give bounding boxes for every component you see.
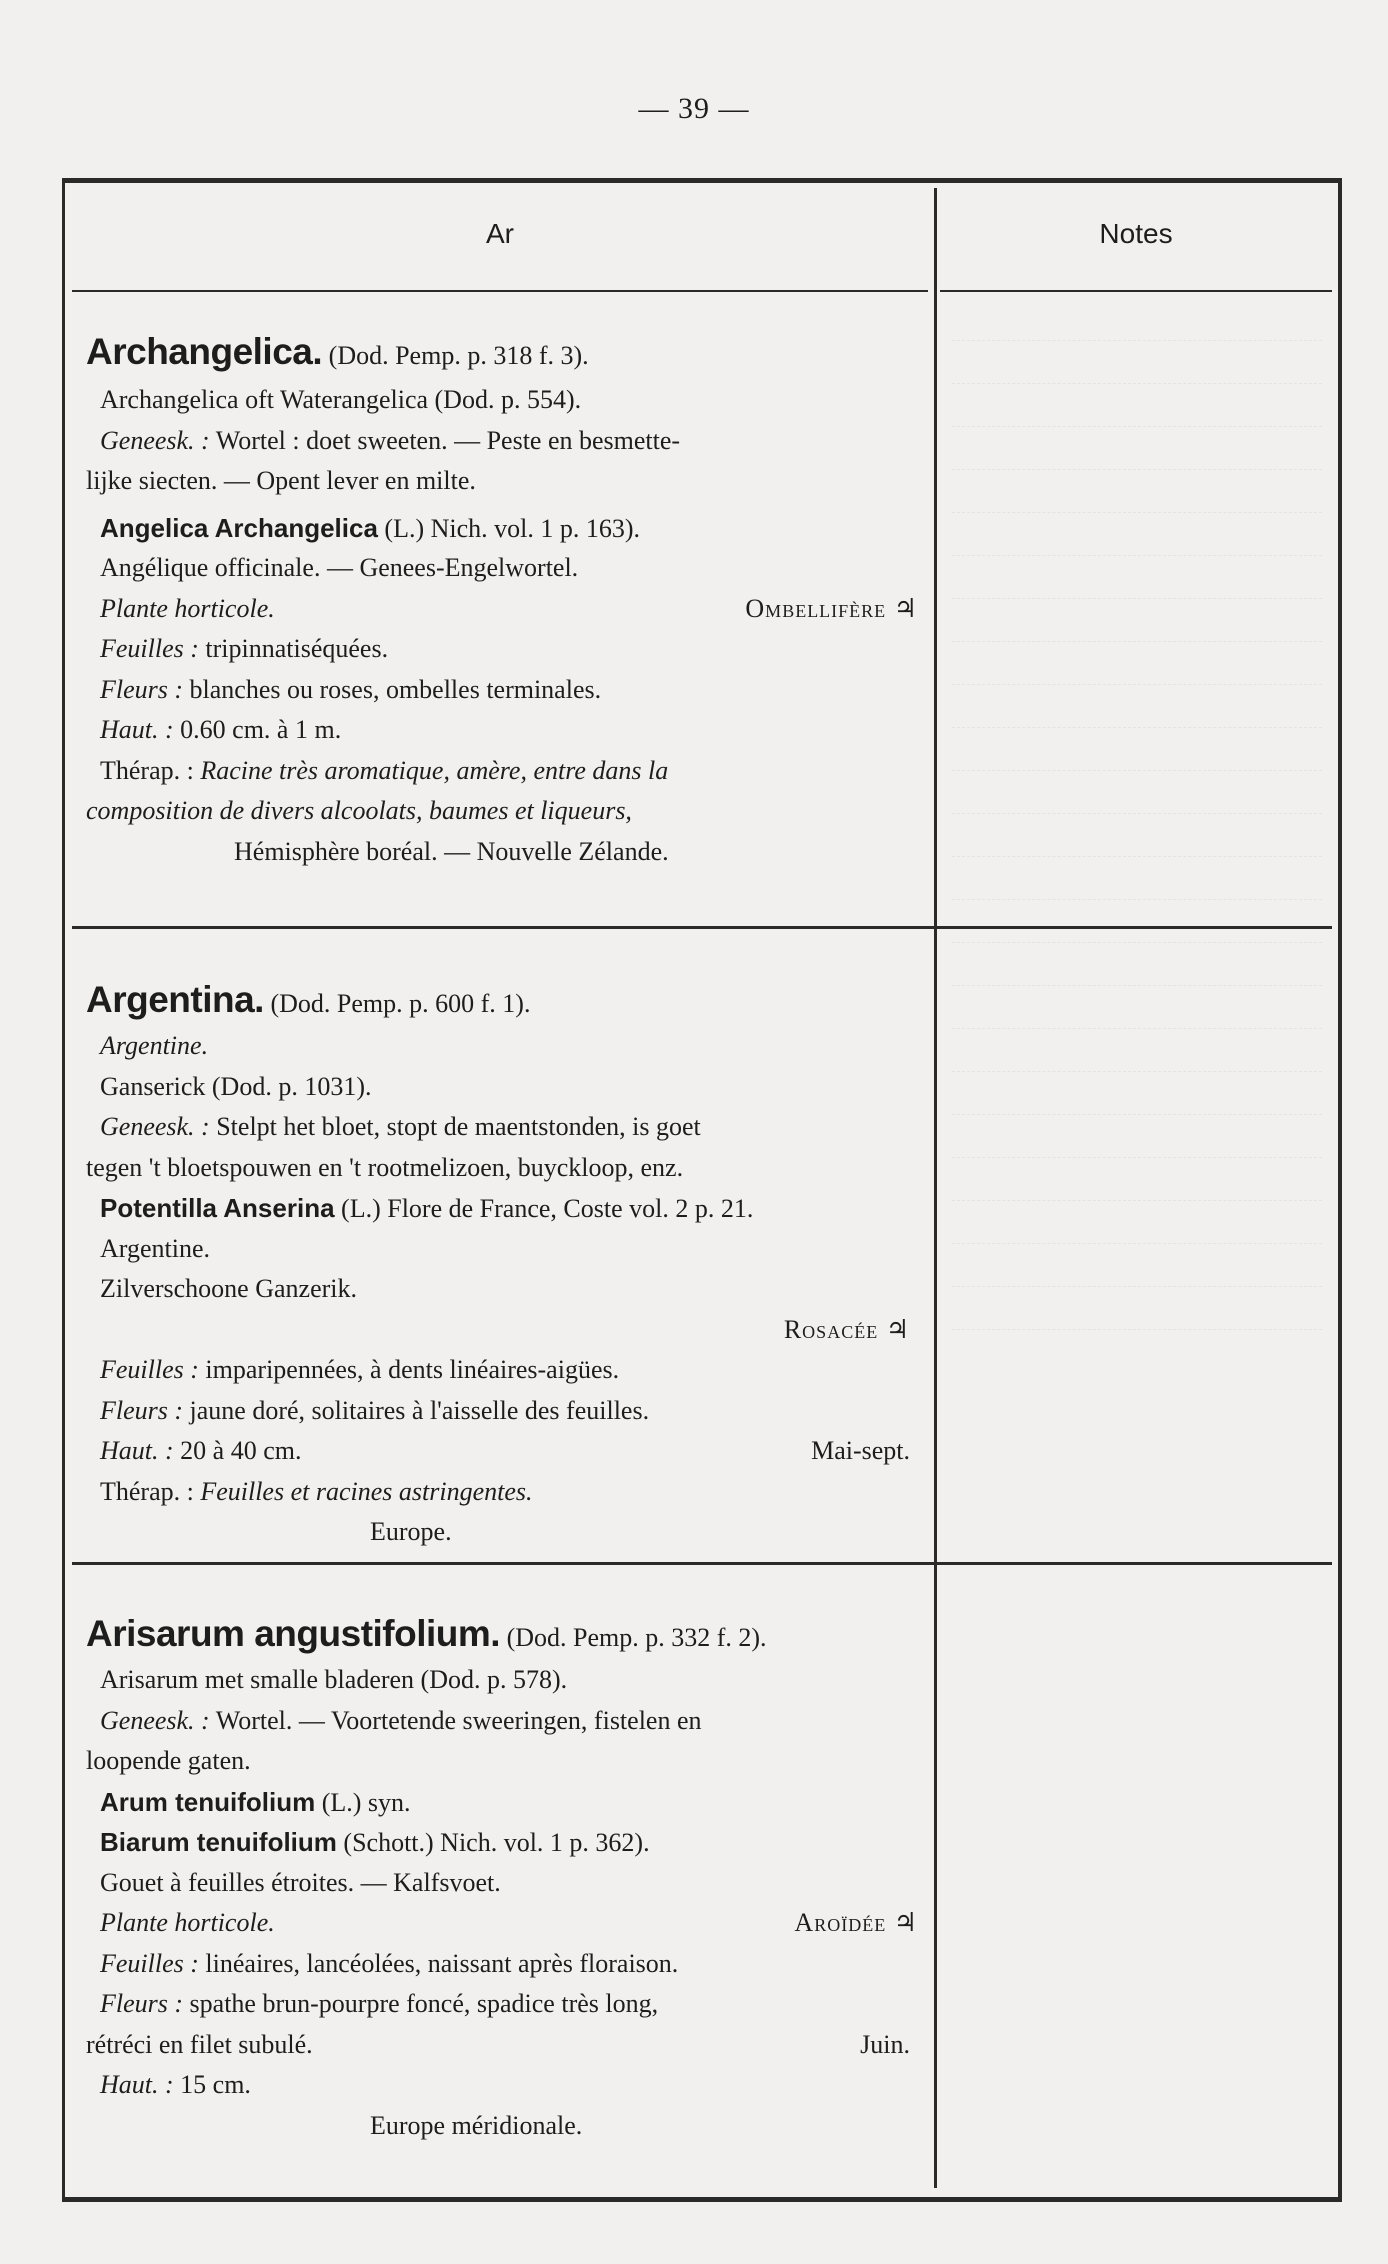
synonym-name: Biarum tenuifolium <box>100 1827 337 1857</box>
plant-family: Ombellifère ♃ <box>745 593 918 623</box>
reference: (Dod. Pemp. p. 318 f. 3). <box>328 341 589 370</box>
fleurs-text: rétréci en filet subulé. <box>86 2029 313 2059</box>
text-line: Zilverschoone Ganzerik. <box>100 1274 358 1303</box>
header-rule-notes <box>940 290 1332 292</box>
feuilles-text: imparipennées, à dents linéaires-aigües. <box>205 1355 620 1384</box>
column-divider <box>934 188 937 2188</box>
label-geneesk: Geneesk. : <box>100 1112 210 1141</box>
text-line: Archangelica oft Waterangelica (Dod. p. 554). <box>100 385 582 414</box>
text-line: Wortel : doet sweeten. — Peste en besmette- <box>215 425 681 455</box>
region-text: Hémisphère boréal. — Nouvelle Zélande. <box>234 836 669 866</box>
synonym-ref: (Schott.) Nich. vol. 1 p. 362). <box>343 1828 650 1857</box>
text-line: Argentine. <box>100 1233 210 1263</box>
label-fleurs: Fleurs : <box>100 1989 184 2018</box>
fleurs-text: spathe brun-pourpre foncé, spadice très long, <box>189 1989 659 2018</box>
region-text: Europe. <box>370 1517 452 1546</box>
plant-family: Aroïdée ♃ <box>794 1908 918 1937</box>
fleurs-text: jaune doré, solitaires à l'aisselle des feuilles. <box>189 1395 650 1425</box>
feuilles-text: linéaires, lancéolées, naissant après floraison. <box>205 1948 679 1978</box>
text-line: Arisarum met smalle bladeren (Dod. p. 578). <box>100 1665 568 1694</box>
plant-family: Rosacée ♃ <box>783 1314 910 1344</box>
text-line: Angélique officinale. — Genees-Engelwortel. <box>100 553 579 582</box>
synonym-name: Arum tenuifolium <box>100 1786 316 1817</box>
feuilles-text: tripinnatiséquées. <box>205 634 389 663</box>
region-text: Europe méridionale. <box>370 2110 583 2140</box>
therap-text: Racine très aromatique, amère, entre dans la <box>200 755 669 785</box>
haut-text: 0.60 cm. à 1 m. <box>180 715 342 744</box>
synonym-name: Potentilla Anserina <box>100 1193 335 1223</box>
header-rule-main <box>72 290 928 292</box>
text-line: Gouet à feuilles étroites. — Kalfsvoet. <box>100 1867 501 1897</box>
label-therap: Thérap. : <box>100 755 194 785</box>
genus-name: Archangelica. <box>86 331 323 372</box>
plant-type: Plante horticole. <box>100 1908 275 1937</box>
text-line: Stelpt het bloet, stopt de maentstonden, is goet <box>216 1112 701 1141</box>
column-header-main: Ar <box>486 218 514 249</box>
flowering-season: Mai-sept. <box>811 1436 910 1465</box>
label-haut: Haut. : <box>100 2070 174 2099</box>
synonym-ref: (L.) syn. <box>321 1787 411 1817</box>
flowering-season: Juin. <box>860 2029 910 2059</box>
label-haut: Haut. : <box>100 715 174 744</box>
label-feuilles: Feuilles : <box>100 634 199 663</box>
label-haut: Haut. : <box>100 1436 174 1465</box>
haut-text: 15 cm. <box>180 2070 251 2099</box>
reference: (Dod. Pemp. p. 600 f. 1). <box>270 989 531 1018</box>
row-divider <box>72 926 1332 929</box>
text-line: loopende gaten. <box>86 1746 251 1775</box>
label-feuilles: Feuilles : <box>100 1948 199 1978</box>
text-line: Wortel. — Voortetende sweeringen, fistelen en <box>215 1705 702 1735</box>
label-fleurs: Fleurs : <box>100 674 184 704</box>
text-line: Ganserick (Dod. p. 1031). <box>100 1071 372 1101</box>
entry-archangelica <box>86 332 918 872</box>
plant-type: Plante horticole. <box>100 593 275 623</box>
text-line: lijke siecten. — Opent lever en milte. <box>86 466 476 495</box>
reference: (Dod. Pemp. p. 332 f. 2). <box>506 1623 767 1652</box>
french-name: Argentine. <box>100 1031 209 1060</box>
column-header-notes: Notes <box>1099 218 1173 249</box>
label-geneesk: Geneesk. : <box>100 425 210 455</box>
page-number: — 39 — <box>638 92 750 125</box>
label-geneesk: Geneesk. : <box>100 1705 210 1735</box>
bleed-through-text <box>952 300 1322 2180</box>
label-feuilles: Feuilles : <box>100 1355 199 1384</box>
therap-text: composition de divers alcoolats, baumes et liqueurs, <box>86 796 632 825</box>
synonym-ref: (L.) Nich. vol. 1 p. 163). <box>384 513 641 543</box>
entry-argentina <box>86 980 918 1553</box>
genus-name: Argentina. <box>86 979 264 1020</box>
synonym-ref: (L.) Flore de France, Coste vol. 2 p. 21. <box>341 1194 754 1223</box>
genus-name: Arisarum angustifolium. <box>86 1613 501 1654</box>
label-therap: Thérap. : <box>100 1476 194 1506</box>
row-divider <box>72 1562 1332 1565</box>
therap-text: Feuilles et racines astringentes. <box>200 1476 533 1506</box>
text-line: tegen 't bloetspouwen en 't rootmelizoen, buyckloop, enz. <box>86 1152 684 1182</box>
entry-arisarum <box>86 1614 918 2146</box>
fleurs-text: blanches ou roses, ombelles terminales. <box>189 674 602 704</box>
synonym-name: Angelica Archangelica <box>100 512 378 543</box>
label-fleurs: Fleurs : <box>100 1395 184 1425</box>
haut-text: 20 à 40 cm. <box>180 1436 302 1465</box>
